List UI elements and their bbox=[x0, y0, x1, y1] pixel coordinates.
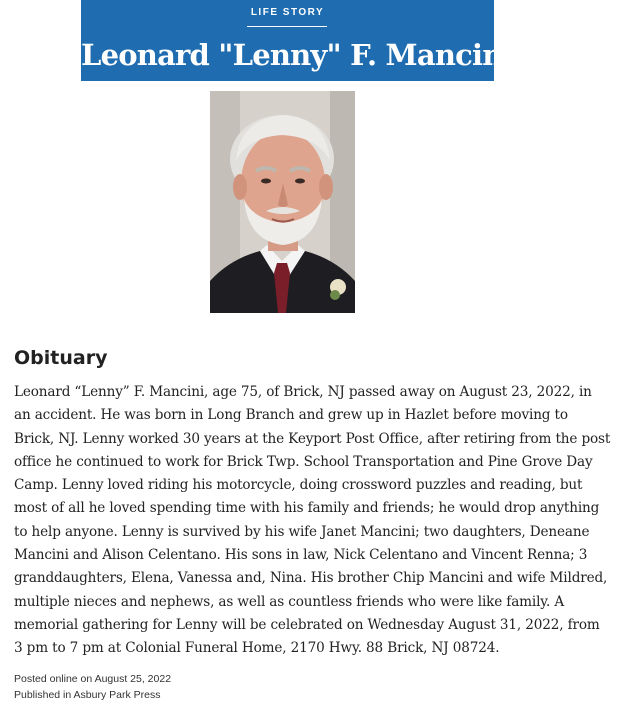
portrait-icon bbox=[210, 91, 355, 313]
obituary-heading: Obituary bbox=[14, 346, 108, 369]
portrait-photo bbox=[210, 91, 355, 313]
publication-source: Published in Asbury Park Press bbox=[14, 689, 161, 701]
banner-kicker: LIFE STORY bbox=[250, 7, 325, 18]
banner-divider bbox=[247, 26, 327, 27]
obituary-text: Leonard “Lenny” F. Mancini, age 75, of Brick, NJ passed away on August 23, 2022, in an accident. He was born in Long Branch and grew up in Hazlet before moving to Brick, NJ. Lenny worked 30 years at the Keyport Post Office, after retiring from the post office he continued to work for Brick Twp. School Transportation and Pine Grove Day Camp. Lenny loved riding his motorcycle, doing crossword puzzles and reading, but most of all he loved spending time with his family and friends; he would drop anything to help anyone. Lenny is survived by his wife Janet Mancini; two daughters, Deneane Mancini and Alison Celentano. His sons in law, Nick Celentano and Vincent Renna; 3 granddaughters, Elena, Vanessa and, Nina. His brother Chip Mancini and wife Mildred, multiple nieces and nephews, as well as countless friends who were like family. A memorial gathering for Lenny will be celebrated on Wednesday August 31, 2022, from 3 pm to 7 pm at Colonial Funeral Home, 2170 Hwy. 88 Brick, NJ 08724. bbox=[14, 384, 611, 657]
posted-date: Posted online on August 25, 2022 bbox=[14, 673, 172, 685]
deceased-name: Leonard "Lenny" F. Mancini bbox=[81, 38, 513, 72]
life-story-banner bbox=[81, 0, 513, 81]
